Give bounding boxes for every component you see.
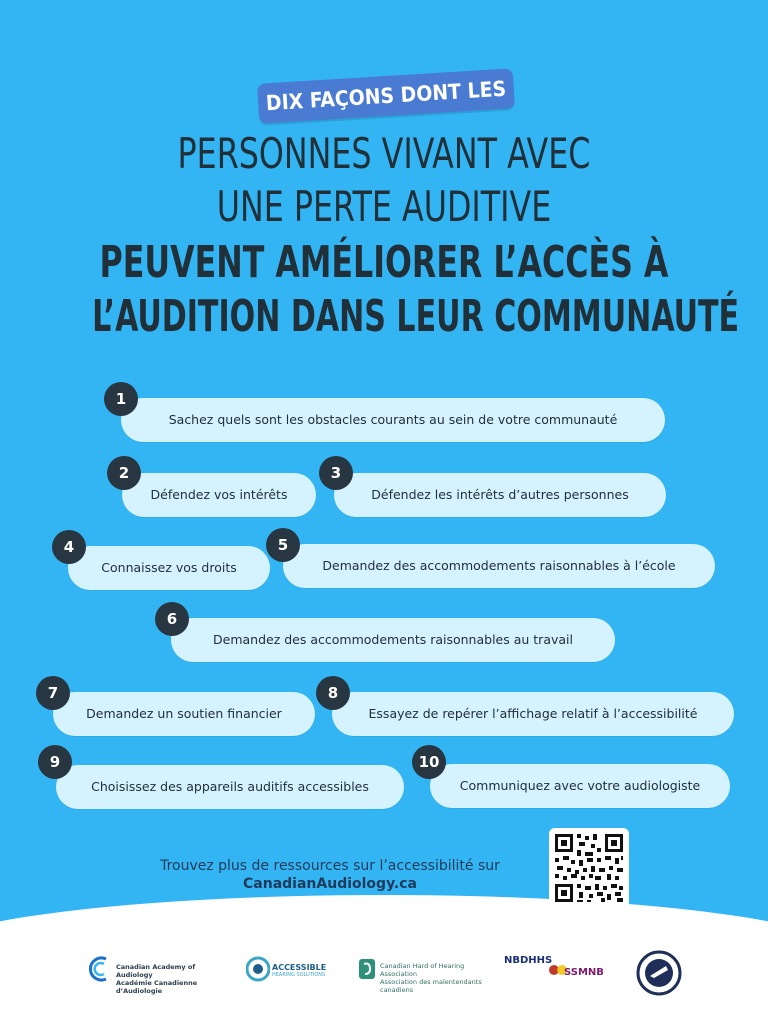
accessible-hearing-logo-icon [246,955,270,983]
ssmnb-name: SSMNB [564,967,604,978]
tip-2-badge: 2 [107,456,141,490]
ahs-name: ACCESSIBLE [272,963,327,972]
nbdhhs-logo [504,955,614,1005]
chha-logo [358,958,488,1008]
tip-3-text: Défendez les intérêts d’autres personnes [334,473,666,517]
chha-name-en: Canadian Hard of Hearing Association [380,962,465,978]
tip-7-badge: 7 [36,676,70,710]
tip-9-text: Choisissez des appareils auditifs accessibles [56,765,404,809]
tip-3-badge: 3 [319,456,353,490]
association-seal-icon [636,950,682,996]
tip-4-badge: 4 [52,530,86,564]
tip-4-text: Connaissez vos droits [68,546,270,590]
tip-8-badge: 8 [316,676,350,710]
headline-line-1: PERSONNES VIVANT AVEC [177,129,591,178]
headline-line-4: L’AUDITION DANS LEUR COMMUNAUTÉ [92,291,740,342]
association-seal [636,950,682,1000]
headline-line-2: UNE PERTE AUDITIVE [216,182,552,231]
caa-name-en: Canadian Academy of Audiology [116,963,196,979]
tip-8-text: Essayez de repérer l’affichage relatif à l’accessibilité [332,692,734,736]
tip-7-text: Demandez un soutien financier [53,692,315,736]
caa-name-fr: Académie Canadienne d’Audiologie [116,979,198,995]
tip-10-badge: 10 [412,745,446,779]
ahs-subtitle: HEARING SOLUTIONS [272,972,326,978]
tip-2-text: Défendez vos intérêts [122,473,316,517]
ahs-logo [246,955,336,1005]
tip-5-badge: 5 [266,528,300,562]
tip-1-text: Sachez quels sont les obstacles courants au sein de votre communauté [121,398,665,442]
footer-resources [110,857,550,893]
chha-logo-icon [358,958,376,980]
caa-logo [88,955,228,1005]
headline-line-3: PEUVENT AMÉLIORER L’ACCÈS À [99,237,669,288]
title-ribbon: DIX FAÇONS DONT LES [257,68,515,124]
chha-name-fr: Association des malentendants canadiens [380,978,482,994]
nbdhhs-name: NBDHHS [504,955,553,966]
caa-logo-icon [88,955,114,983]
tip-6-text: Demandez des accommodements raisonnables au travail [171,618,615,662]
website-link[interactable]: CanadianAudiology.ca [243,876,417,892]
tip-5-text: Demandez des accommodements raisonnables à l’école [283,544,715,588]
footer-text: Trouvez plus de ressources sur l’accessibilité sur [160,858,500,874]
qr-code-icon[interactable] [549,828,629,908]
tip-9-badge: 9 [38,745,72,779]
tip-1-badge: 1 [104,382,138,416]
tip-10-text: Communiquez avec votre audiologiste [430,764,730,808]
tip-6-badge: 6 [155,602,189,636]
